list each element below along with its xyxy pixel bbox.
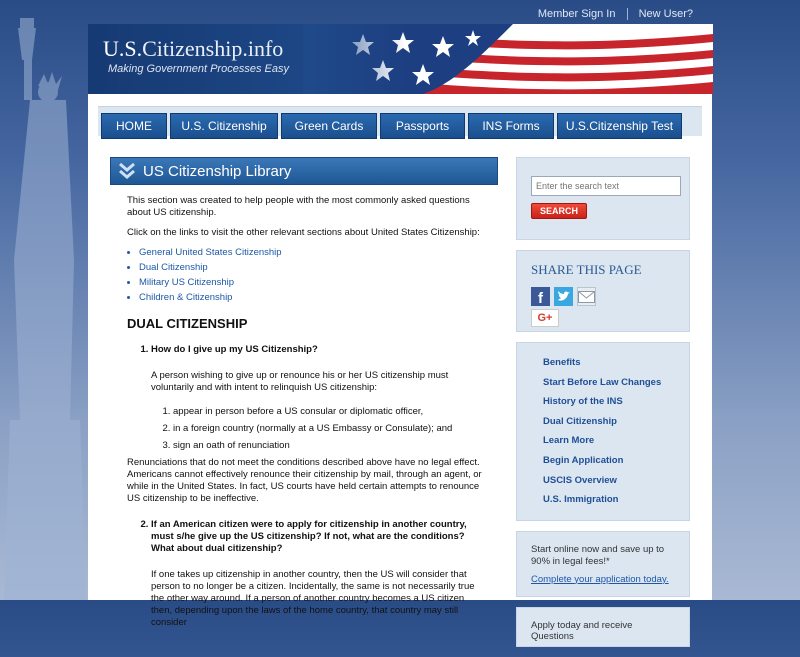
- twitter-icon[interactable]: [554, 287, 573, 306]
- faq-answer: If one takes up citizenship in another country, then the US will consider that person to no longer be a citizen. Incidentally, the same is not necessarily true the other way around. If a person of another country becomes a US citizen then, depending upon the laws of the home country, that country may still consider: [151, 569, 475, 628]
- sidebar-item-benefits[interactable]: Benefits: [543, 357, 581, 368]
- sidebar-item-begin-application[interactable]: Begin Application: [543, 454, 624, 466]
- svg-text:f: f: [538, 290, 543, 307]
- nav-us-citizenship[interactable]: U.S. Citizenship: [170, 113, 278, 139]
- sidebar-item-learn-more[interactable]: Learn More: [543, 435, 595, 447]
- nav-passports[interactable]: Passports: [380, 113, 465, 139]
- member-sign-in-link[interactable]: Member Sign In: [537, 8, 616, 20]
- promo-cta-link[interactable]: Complete your application today.: [531, 573, 669, 585]
- link-military-citizenship[interactable]: • Military US Citizenship: [139, 277, 483, 289]
- faq-answer-intro: A person wishing to give up or renounce his or her US citizenship must voluntarily and with intent to relinquish US citizenship:: [151, 370, 449, 393]
- library-intro: This section was created to help people with the most commonly asked questions about US citizenship.: [127, 195, 470, 218]
- google-plus-icon[interactable]: G+: [531, 309, 559, 327]
- link-dual-citizenship[interactable]: • Dual Citizenship: [139, 262, 483, 274]
- faq-answer-after: Renunciations that do not meet the conditions described above have no legal effect. Americans cannot effectively renounce their citizenship by mail, through an agent, or while in the United States. In fact, US courts have held certain attempts to renounce US citizenship to be ineffective.: [127, 457, 482, 504]
- share-box: [516, 250, 690, 332]
- sidebar-item-us-immigration[interactable]: U.S. Immigration: [543, 494, 619, 506]
- site-logo[interactable]: [103, 36, 283, 62]
- top-links: [538, 8, 693, 20]
- link-children-citizenship[interactable]: • Children & Citizenship: [139, 292, 483, 304]
- page-panel: [88, 94, 712, 642]
- faq-question: How do I give up my US Citizenship?: [151, 344, 318, 355]
- faq-item: [151, 519, 483, 629]
- main-nav-bar: [98, 106, 702, 136]
- faq-question: If an American citizen were to apply for citizenship in another country, must s/he give up the US citizenship? If not, what are the conditions? What about dual citizenship?: [151, 519, 467, 554]
- search-button[interactable]: SEARCH: [531, 203, 587, 219]
- library-click-text: Click on the links to visit the other relevant sections about United States Citizenship:: [127, 227, 480, 238]
- section-heading: DUAL CITIZENSHIP: [127, 316, 248, 331]
- sidebar-menu: [516, 342, 690, 521]
- promo-box-2: [516, 607, 690, 647]
- site-tagline: Making Government Processes Easy: [108, 63, 289, 75]
- new-user-link[interactable]: New User?: [638, 8, 693, 20]
- email-icon[interactable]: [577, 287, 596, 306]
- promo2-text: Apply today and receive Questions: [531, 619, 633, 642]
- search-input[interactable]: [531, 176, 681, 196]
- main-content: [110, 157, 498, 628]
- sidebar-item-history-ins[interactable]: History of the INS: [543, 396, 623, 408]
- divider: [627, 8, 628, 20]
- sidebar-item-start-before-law-changes[interactable]: Start Before Law Changes: [543, 376, 662, 388]
- nav-us-citizenship-test[interactable]: U.S.Citizenship Test: [557, 113, 682, 139]
- search-box: [516, 157, 690, 240]
- link-general-citizenship[interactable]: • General United States Citizenship: [139, 247, 483, 259]
- promo-text: Start online now and save up to 90% in legal fees!*: [531, 543, 665, 567]
- main-nav: [101, 113, 682, 139]
- faq-list: [127, 344, 483, 629]
- share-title: SHARE THIS PAGE: [531, 262, 642, 277]
- library-title: US Citizenship Library: [143, 162, 292, 180]
- logo-main: U.S.: [103, 36, 143, 61]
- facebook-icon[interactable]: [531, 287, 550, 306]
- double-chevron-down-icon: [111, 158, 143, 184]
- faq-step: 3. sign an oath of renunciation: [173, 440, 483, 452]
- faq-item: [127, 344, 483, 505]
- sidebar: [516, 157, 690, 657]
- library-links: [139, 247, 483, 304]
- faq-step: 2. in a foreign country (normally at a US Embassy or Consulate); and: [173, 423, 483, 435]
- nav-home[interactable]: HOME: [101, 113, 167, 139]
- sidebar-item-uscis-overview[interactable]: USCIS Overview: [543, 474, 617, 486]
- site-header: [88, 24, 712, 94]
- logo-domain: Citizenship.info: [142, 36, 284, 61]
- faq-step: 1. appear in person before a US consular or diplomatic officer,: [173, 406, 483, 418]
- nav-green-cards[interactable]: Green Cards: [281, 113, 377, 139]
- american-flag-banner: [303, 24, 713, 94]
- promo-box: [516, 531, 690, 597]
- library-header: [110, 157, 498, 185]
- sidebar-item-dual-citizenship[interactable]: Dual Citizenship: [543, 415, 617, 427]
- nav-ins-forms[interactable]: INS Forms: [468, 113, 554, 139]
- statue-of-liberty-background: [0, 0, 90, 600]
